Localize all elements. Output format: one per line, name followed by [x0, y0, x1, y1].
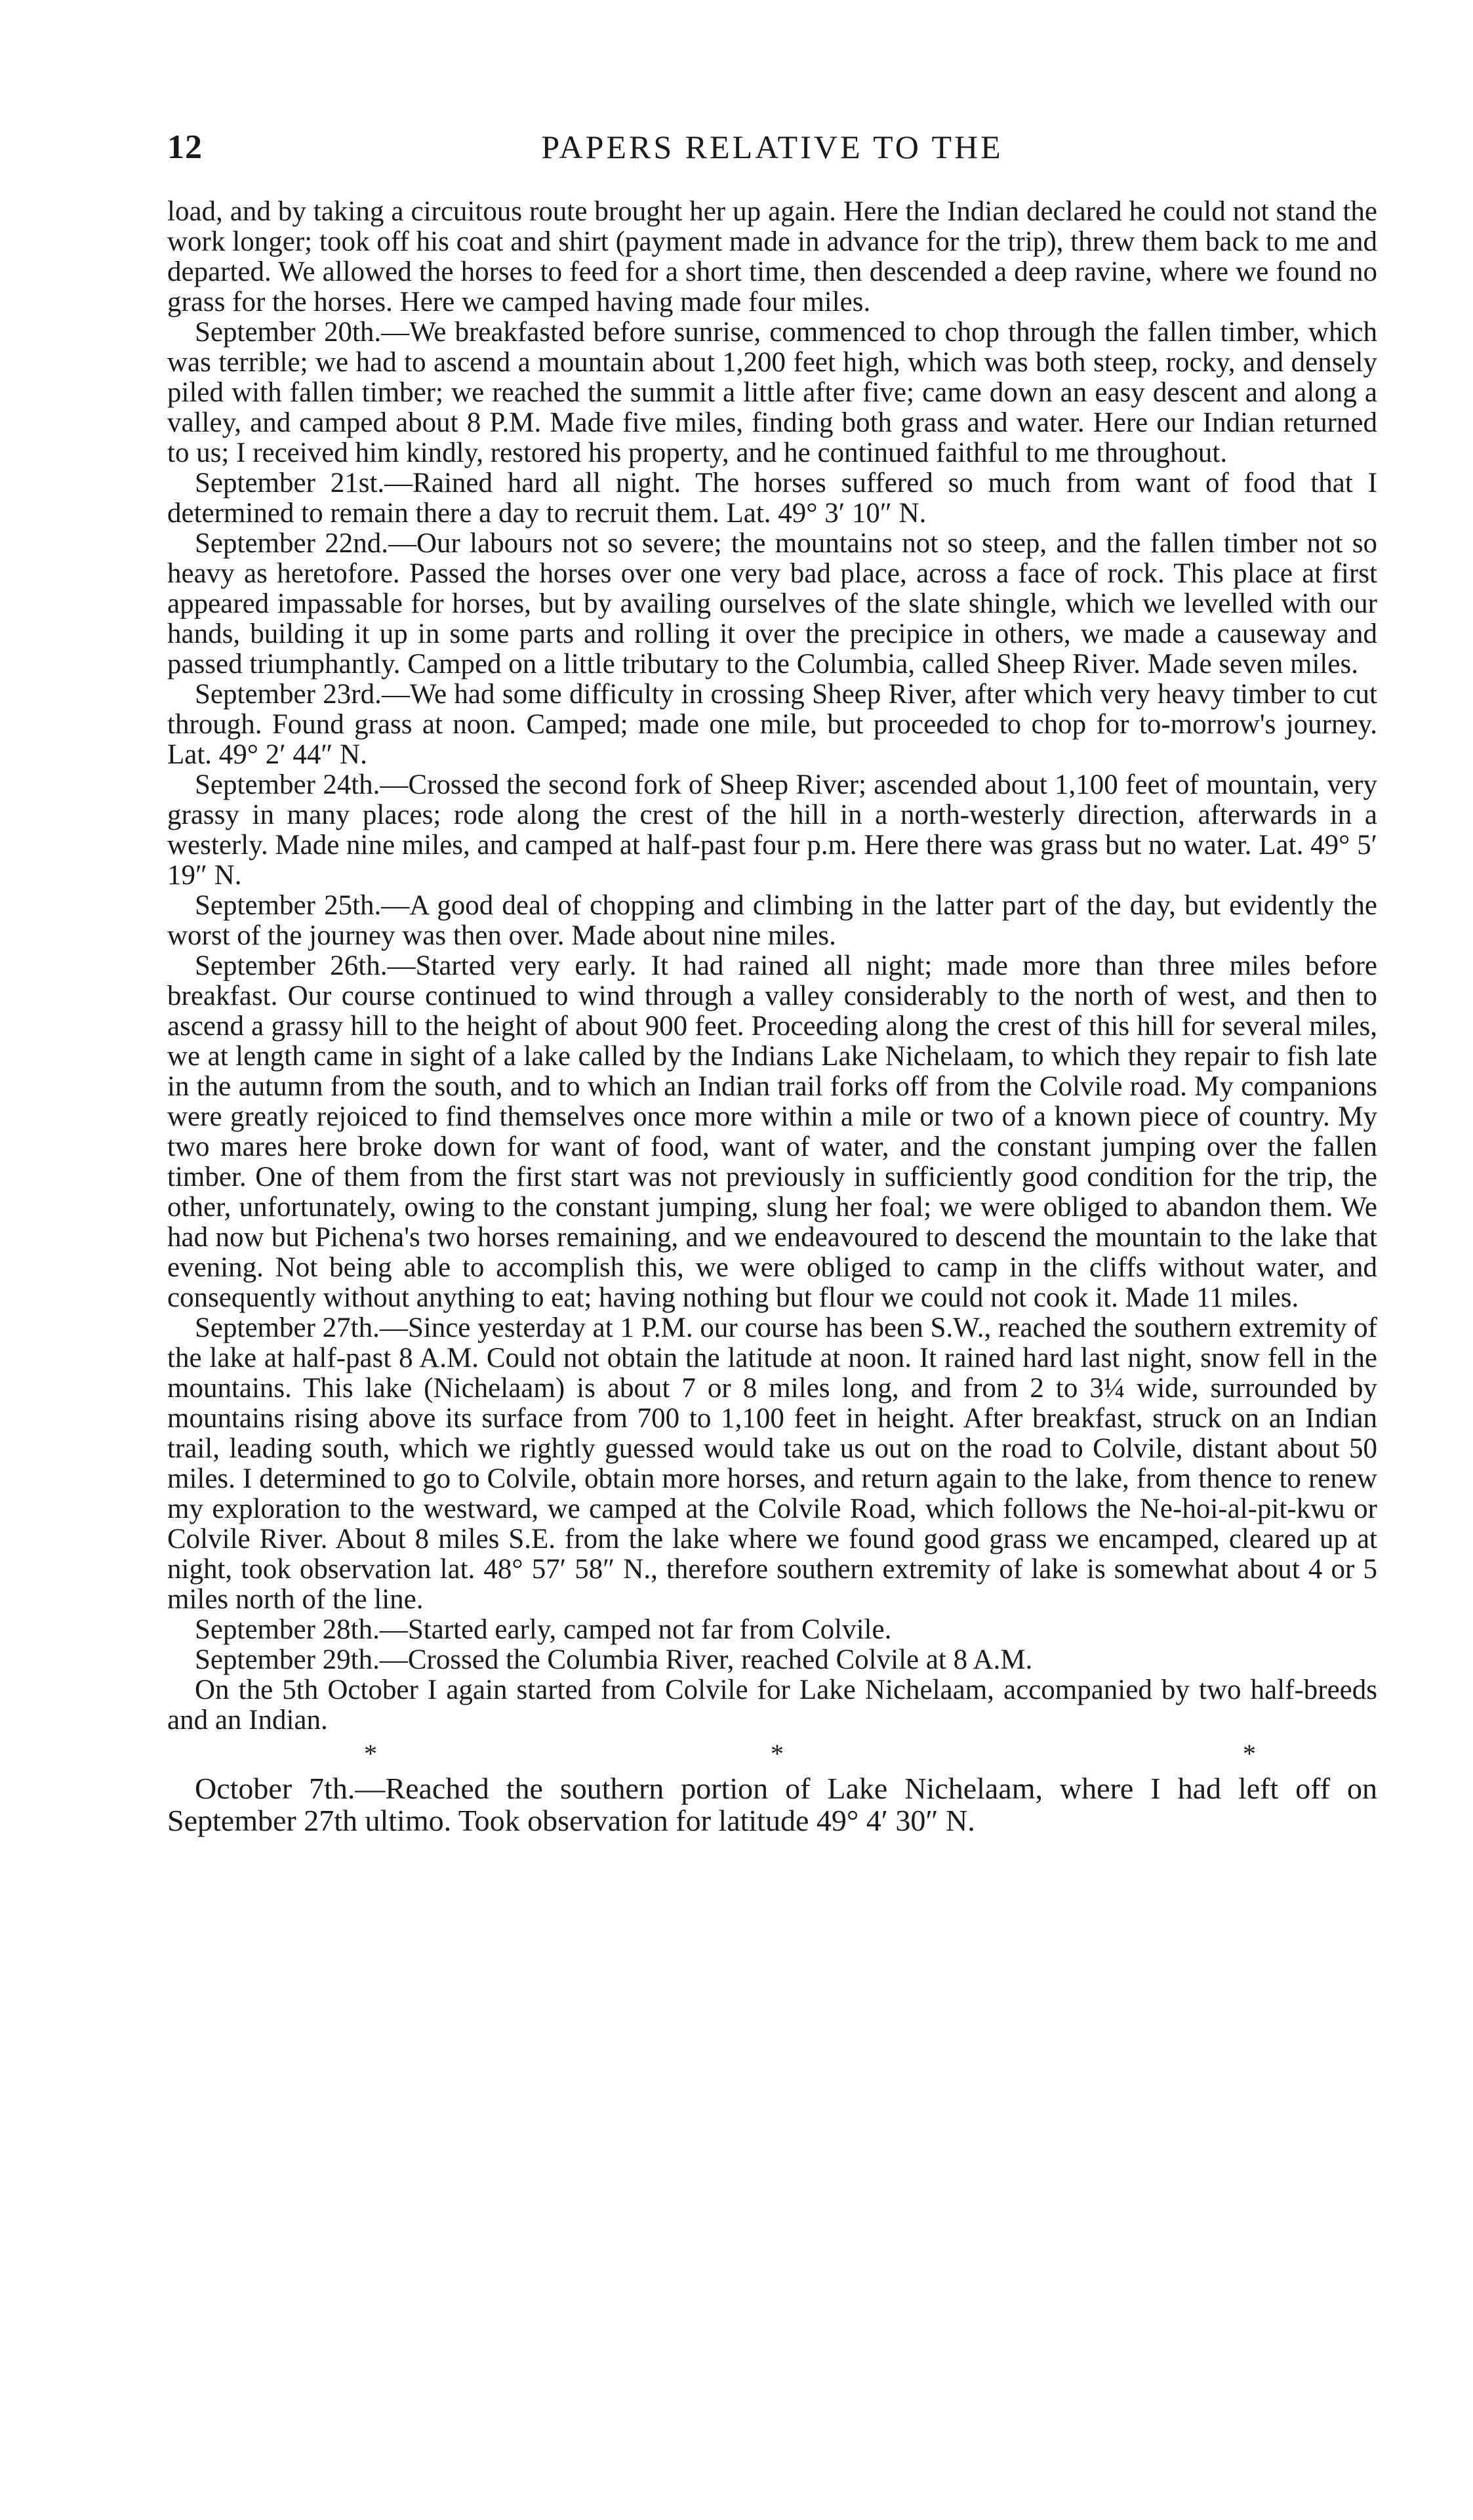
paragraph-sept-22: September 22nd.—Our labours not so severe; the mountains not so steep, and the fallen timber not so heavy as heretofore. Passed the horses over one very bad place, across a face of rock. This place at first appeared impassable for horses, but by availing ourselves of the slate shingle, which we levelled with our hands, building it up in some parts and rolling it over the precipice in others, we made a causeway and passed triumphantly. Camped on a little tributary to the Columbia, called Sheep River. Made seven miles.	[167, 528, 1377, 680]
running-title: PAPERS RELATIVE TO THE	[541, 129, 1003, 165]
separator-star: *	[1243, 1739, 1256, 1768]
separator-star: *	[364, 1739, 377, 1768]
paragraph-sept-23: September 23rd.—We had some difficulty in crossing Sheep River, after which very heavy timber to cut through. Found grass at noon. Camped; made one mile, but proceeded to chop for to-morrow's journey. Lat. 49° 2′ 44″ N.	[167, 679, 1377, 770]
paragraph-sept-29: September 29th.—Crossed the Columbia River, reached Colvile at 8 A.M.	[195, 1644, 1033, 1675]
paragraph-sept-25: September 25th.—A good deal of chopping and climbing in the latter part of the day, but evidently the worst of the journey was then over. Made about nine miles.	[167, 890, 1377, 951]
page-header	[167, 128, 1377, 174]
paragraph-sept-28: September 28th.—Started early, camped not far from Colvile.	[195, 1614, 892, 1645]
section-separator	[167, 1736, 1377, 1772]
paragraph-continuation: load, and by taking a circuitous route brought her up again. Here the Indian declared he could not stand the work longer; took off his coat and shirt (payment made in advance for the trip), threw them back to me and departed. We allowed the horses to feed for a short time, then descended a deep ravine, where we found no grass for the horses. Here we camped having made four miles.	[167, 196, 1377, 317]
paragraph-sept-20: September 20th.—We breakfasted before sunrise, commenced to chop through the fallen timber, which was terrible; we had to ascend a mountain about 1,200 feet high, which was both steep, rocky, and densely piled with fallen timber; we reached the summit a little after five; came down an easy descent and along a valley, and camped about 8 P.M. Made five miles, finding both grass and water. Here our Indian returned to us; I received him kindly, restored his property, and he continued faithful to me throughout.	[167, 317, 1377, 468]
body-text	[167, 197, 1377, 1837]
paragraph-oct-7: October 7th.—Reached the southern portion of Lake Nichelaam, where I had left off on September 27th ultimo. Took observation for latitude 49° 4′ 30″ N.	[167, 1772, 1377, 1837]
paragraph-sept-27: September 27th.—Since yesterday at 1 P.M. our course has been S.W., reached the southern extremity of the lake at half-past 8 A.M. Could not obtain the latitude at noon. It rained hard last night, snow fell in the mountains. This lake (Nichelaam) is about 7 or 8 miles long, and from 2 to 3¼ wide, surrounded by mountains rising above its surface from 700 to 1,100 feet in height. After breakfast, struck on an Indian trail, leading south, which we rightly guessed would take us out on the road to Colvile, distant about 50 miles. I determined to go to Colvile, obtain more horses, and return again to the lake, from thence to renew my exploration to the westward, we camped at the Colvile Road, which follows the Ne-hoi-al-pit-kwu or Colvile River. About 8 miles S.E. from the lake where we found good grass we encamped, cleared up at night, took observation lat. 48° 57′ 58″ N., therefore southern extremity of lake is somewhat about 4 or 5 miles north of the line.	[167, 1312, 1377, 1615]
paragraph-sept-24: September 24th.—Crossed the second fork of Sheep River; ascended about 1,100 feet of mountain, very grassy in many places; rode along the crest of the hill in a north-westerly direction, afterwards in a westerly. Made nine miles, and camped at half-past four p.m. Here there was grass but no water. Lat. 49° 5′ 19″ N.	[167, 769, 1377, 891]
paragraph-sept-21: September 21st.—Rained hard all night. The horses suffered so much from want of food that I determined to remain there a day to recruit them. Lat. 49° 3′ 10″ N.	[167, 468, 1377, 529]
page-number: 12	[167, 129, 203, 166]
separator-star: *	[771, 1739, 784, 1768]
paragraph-oct-5: On the 5th October I again started from Colvile for Lake Nichelaam, accompanied by two half-breeds and an Indian.	[167, 1675, 1377, 1736]
paragraph-sept-26: September 26th.—Started very early. It had rained all night; made more than three miles before breakfast. Our course continued to wind through a valley considerably to the north of west, and then to ascend a grassy hill to the height of about 900 feet. Proceeding along the crest of this hill for several miles, we at length came in sight of a lake called by the Indians Lake Nichelaam, to which they repair to fish late in the autumn from the south, and to which an Indian trail forks off from the Colvile road. My companions were greatly rejoiced to find themselves once more within a mile or two of a known piece of country. My two mares here broke down for want of food, want of water, and the constant jumping over the fallen timber. One of them from the first start was not previously in sufficiently good condition for the trip, the other, unfortunately, owing to the constant jumping, slung her foal; we were obliged to abandon them. We had now but Pichena's two horses remaining, and we endeavoured to descend the mountain to the lake that evening. Not being able to accomplish this, we were obliged to camp in the cliffs without water, and consequently without anything to eat; having nothing but flour we could not cook it. Made 11 miles.	[167, 950, 1377, 1313]
